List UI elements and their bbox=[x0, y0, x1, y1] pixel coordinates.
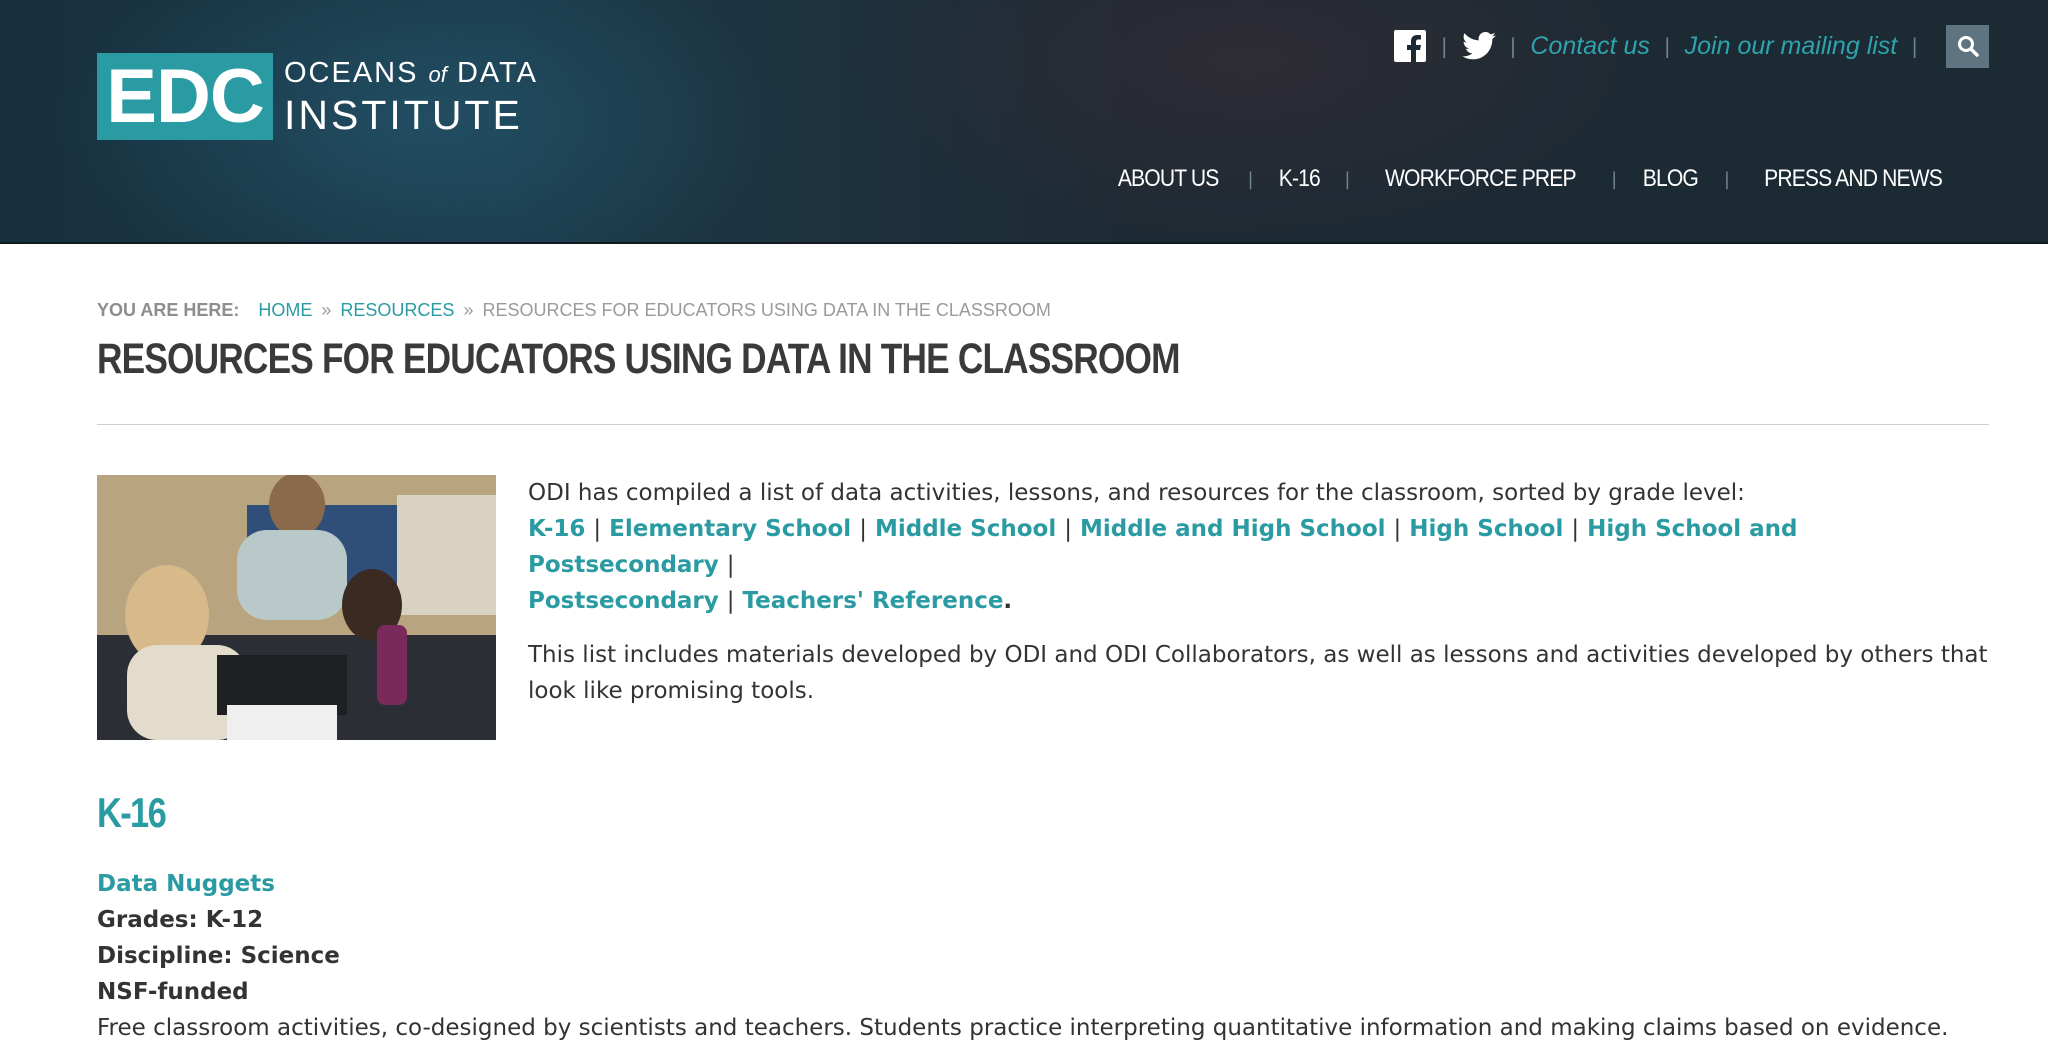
nav-about-us[interactable]: ABOUT US bbox=[1118, 165, 1219, 192]
nav-press-and-news[interactable]: PRESS AND NEWS bbox=[1764, 165, 1942, 192]
title-divider bbox=[97, 424, 1989, 425]
utility-separator: | bbox=[1663, 34, 1671, 58]
grade-link-elementary[interactable]: Elementary School bbox=[609, 516, 852, 542]
nav-blog[interactable]: BLOG bbox=[1642, 165, 1699, 192]
nav-separator: | bbox=[1344, 168, 1351, 190]
site-logo[interactable] bbox=[97, 53, 538, 140]
resource-description: Free classroom activities, co-designed by scientists and teachers. Students practice interpreting quantitative information and making claims based on evidence. bbox=[97, 1015, 1949, 1041]
grade-links-period: . bbox=[1003, 588, 1013, 614]
utility-bar bbox=[1393, 25, 1989, 67]
resource-discipline: Discipline: Science bbox=[97, 943, 340, 969]
breadcrumb bbox=[97, 300, 1989, 321]
twitter-icon[interactable] bbox=[1462, 29, 1496, 63]
grade-link-high[interactable]: High School bbox=[1409, 516, 1564, 542]
main-content bbox=[97, 244, 1989, 1046]
grade-link-postsecondary[interactable]: Postsecondary bbox=[528, 588, 719, 614]
logo-mark: EDC bbox=[97, 53, 273, 140]
breadcrumb-separator: » bbox=[463, 300, 474, 320]
site-header bbox=[0, 0, 2048, 244]
grade-link-middle-high[interactable]: Middle and High School bbox=[1079, 516, 1386, 542]
utility-separator: | bbox=[1911, 34, 1918, 58]
grade-link-middle[interactable]: Middle School bbox=[874, 516, 1057, 542]
breadcrumb-resources[interactable]: RESOURCES bbox=[340, 300, 455, 320]
breadcrumb-home[interactable]: HOME bbox=[258, 300, 313, 320]
grade-link-teachers-reference[interactable]: Teachers' Reference bbox=[742, 588, 1004, 614]
page-title: RESOURCES FOR EDUCATORS USING DATA IN THE CLASSROOM bbox=[97, 335, 1180, 383]
intro-lead: ODI has compiled a list of data activities, lessons, and resources for the classroom, sorted by grade level: bbox=[528, 480, 1745, 506]
grade-level-links: K-16 | Elementary School | Middle School | Middle and High School | High School | High School and Postsecondary | Postsecondary | Teachers' Reference. bbox=[528, 516, 1798, 614]
logo-line-2: INSTITUTE bbox=[284, 91, 523, 138]
intro-text bbox=[528, 475, 1989, 740]
resource-title-link[interactable]: Data Nuggets bbox=[97, 871, 275, 897]
mailing-list-link[interactable]: Join our mailing list bbox=[1684, 31, 1898, 60]
search-icon bbox=[1957, 35, 1979, 57]
logo-wordmark bbox=[284, 56, 538, 138]
nav-separator: | bbox=[1723, 168, 1730, 190]
grade-link-high-postsecondary[interactable]: High School and Postsecondary bbox=[528, 516, 1798, 578]
main-nav bbox=[1111, 165, 1954, 193]
breadcrumb-current: RESOURCES FOR EDUCATORS USING DATA IN THE CLASSROOM bbox=[482, 300, 1051, 320]
breadcrumb-lead: YOU ARE HERE: bbox=[97, 300, 240, 320]
nav-separator: | bbox=[1611, 168, 1618, 190]
classroom-photo bbox=[97, 475, 496, 740]
breadcrumb-separator: » bbox=[321, 300, 332, 320]
resource-funding: NSF-funded bbox=[97, 979, 249, 1005]
search-button[interactable] bbox=[1946, 25, 1989, 68]
intro-note: This list includes materials developed by ODI and ODI Collaborators, as well as lessons and activities developed by others that look like promising tools. bbox=[528, 642, 1988, 704]
nav-separator: | bbox=[1247, 168, 1254, 190]
resource-item bbox=[97, 866, 1989, 1046]
intro-section bbox=[97, 475, 1989, 740]
utility-separator: | bbox=[1509, 34, 1517, 58]
resource-grades: Grades: K-12 bbox=[97, 907, 264, 933]
facebook-icon[interactable] bbox=[1393, 29, 1427, 63]
section-heading-k16: K-16 bbox=[97, 789, 166, 836]
nav-k16[interactable]: K-16 bbox=[1278, 165, 1320, 192]
nav-workforce-prep[interactable]: WORKFORCE PREP bbox=[1385, 165, 1577, 192]
utility-separator: | bbox=[1440, 34, 1448, 58]
contact-us-link[interactable]: Contact us bbox=[1530, 31, 1650, 60]
logo-line-1: OCEANS of DATA bbox=[284, 56, 538, 89]
grade-link-k16[interactable]: K-16 bbox=[528, 516, 586, 542]
